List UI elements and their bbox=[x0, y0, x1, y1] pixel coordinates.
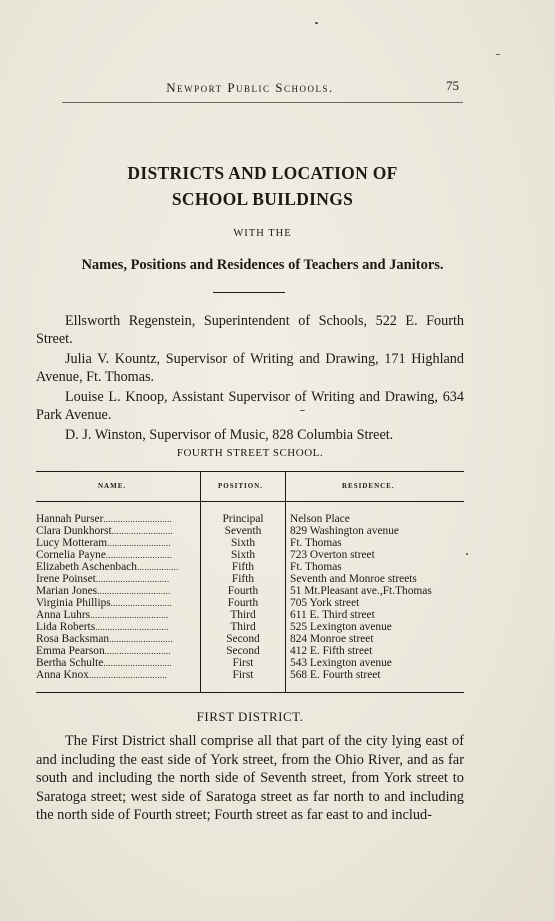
leader-dots: ........................... bbox=[104, 646, 171, 656]
section-rule bbox=[213, 292, 285, 293]
print-speck bbox=[300, 410, 305, 411]
print-speck bbox=[466, 553, 468, 555]
teacher-name-cell bbox=[36, 573, 196, 585]
teacher-name-cell bbox=[36, 537, 196, 549]
table-row bbox=[36, 645, 464, 657]
leader-dots: .......................... bbox=[107, 538, 171, 548]
leader-dots: ................................ bbox=[88, 670, 168, 680]
print-speck bbox=[496, 54, 500, 55]
teacher-residence: 829 Washington avenue bbox=[290, 525, 399, 537]
table-row bbox=[36, 669, 464, 681]
leader-dots: ............................ bbox=[103, 658, 172, 668]
teacher-name-cell bbox=[36, 657, 196, 669]
teacher-residence: Nelson Place bbox=[290, 513, 350, 525]
table-row bbox=[36, 537, 464, 549]
district-description: The First District shall comprise all that part of the city lying east of and including the east side of York street, from the Ohio River, and as far south and including the north side of Seventh street, from York street to Saratoga street; west side of Saratoga street as far north to and including the north side of Fourth street; Fourth street as far east to and includ- bbox=[36, 733, 464, 823]
teacher-name: Virginia Phillips bbox=[36, 597, 111, 609]
teacher-name: Bertha Schulte bbox=[36, 657, 104, 669]
leader-dots: .............................. bbox=[95, 622, 169, 632]
leader-dots: .............................. bbox=[97, 586, 171, 596]
table-row bbox=[36, 585, 464, 597]
leader-dots: ................. bbox=[136, 562, 179, 572]
teacher-residence: 543 Lexington avenue bbox=[290, 657, 392, 669]
teacher-name: Lida Roberts bbox=[36, 621, 96, 633]
teacher-name: Elizabeth Aschenbach bbox=[36, 561, 137, 573]
table-row bbox=[36, 573, 464, 585]
title-line-2: SCHOOL BUILDINGS bbox=[171, 189, 354, 209]
teacher-position: Fourth bbox=[227, 597, 259, 609]
with-the-label: WITH THE bbox=[233, 228, 292, 239]
teacher-name-cell bbox=[36, 549, 196, 561]
teacher-name-cell bbox=[36, 609, 196, 621]
table-header-rule bbox=[36, 501, 464, 502]
supervisor-entry: Ellsworth Regenstein, Superintendent of Schools, 522 E. Fourth Street. bbox=[36, 313, 464, 347]
table-row bbox=[36, 525, 464, 537]
teacher-position: Fifth bbox=[231, 561, 255, 573]
teacher-name-cell bbox=[36, 645, 196, 657]
teacher-name-cell bbox=[36, 513, 196, 525]
teacher-residence: 525 Lexington avenue bbox=[290, 621, 392, 633]
teacher-position: First bbox=[232, 669, 254, 681]
page-title bbox=[62, 160, 463, 212]
teacher-position: Fifth bbox=[231, 573, 255, 585]
column-header-position: POSITION. bbox=[218, 482, 263, 490]
teacher-residence: 51 Mt.Pleasant ave.,Ft.Thomas bbox=[290, 585, 432, 597]
teacher-name-cell bbox=[36, 633, 196, 645]
teacher-position: First bbox=[232, 657, 254, 669]
teacher-position: Fourth bbox=[227, 585, 259, 597]
school-heading: FOURTH STREET SCHOOL. bbox=[176, 447, 324, 459]
teacher-name: Anna Luhrs bbox=[36, 609, 91, 621]
teacher-name-cell bbox=[36, 561, 196, 573]
title-line-1: DISTRICTS AND LOCATION OF bbox=[127, 163, 398, 183]
header-rule bbox=[62, 102, 463, 103]
teacher-position: Seventh bbox=[224, 525, 262, 537]
column-header-residence: RESIDENCE. bbox=[342, 482, 395, 490]
teacher-name: Irene Poinset bbox=[36, 573, 96, 585]
teacher-name-cell bbox=[36, 525, 196, 537]
teacher-name: Hannah Purser bbox=[36, 513, 104, 525]
table-row bbox=[36, 633, 464, 645]
print-speck bbox=[315, 22, 318, 24]
leader-dots: .............................. bbox=[95, 574, 170, 584]
teacher-residence: Ft. Thomas bbox=[290, 537, 342, 549]
teacher-name-cell bbox=[36, 669, 196, 681]
leader-dots: ......................... bbox=[110, 598, 172, 608]
table-row bbox=[36, 597, 464, 609]
table-row bbox=[36, 621, 464, 633]
teacher-residence: Ft. Thomas bbox=[290, 561, 342, 573]
supervisor-entry: Louise L. Knoop, Assistant Supervisor of Writing and Drawing, 634 Park Avenue. bbox=[36, 389, 464, 423]
teacher-residence: 611 E. Third street bbox=[290, 609, 375, 621]
teacher-name-cell bbox=[36, 621, 196, 633]
teacher-name: Clara Dunkhorst bbox=[36, 525, 112, 537]
teacher-name-cell bbox=[36, 597, 196, 609]
leader-dots: .......................... bbox=[109, 634, 173, 644]
table-body bbox=[36, 513, 464, 681]
leader-dots: ............................ bbox=[103, 514, 172, 524]
supervisor-entry: D. J. Winston, Supervisor of Music, 828 Columbia Street. bbox=[65, 427, 394, 443]
teacher-name: Emma Pearson bbox=[36, 645, 105, 657]
table-row bbox=[36, 513, 464, 525]
table-row bbox=[36, 609, 464, 621]
teacher-residence: 705 York street bbox=[290, 597, 360, 609]
teacher-name: Cornelia Payne bbox=[36, 549, 106, 561]
teacher-name: Anna Knox bbox=[36, 669, 89, 681]
teacher-residence: 723 Overton street bbox=[290, 549, 375, 561]
teacher-position: Second bbox=[226, 633, 260, 645]
leader-dots: ................................ bbox=[90, 610, 169, 620]
teacher-position: Second bbox=[226, 645, 260, 657]
table-row bbox=[36, 549, 464, 561]
teacher-name: Rosa Backsman bbox=[36, 633, 110, 645]
teacher-residence: 412 E. Fifth street bbox=[290, 645, 373, 657]
teacher-name: Lucy Motteram bbox=[36, 537, 108, 549]
running-head-text: Newport Public Schools. bbox=[166, 80, 334, 95]
teacher-name: Marian Jones bbox=[36, 585, 98, 597]
table-row bbox=[36, 657, 464, 669]
leader-dots: ........................... bbox=[105, 550, 173, 560]
teacher-residence: 568 E. Fourth street bbox=[290, 669, 381, 681]
table-row bbox=[36, 561, 464, 573]
supervisors-list bbox=[36, 312, 464, 446]
supervisor-entry: Julia V. Kountz, Supervisor of Writing and Drawing, 171 Highland Avenue, Ft. Thomas. bbox=[36, 351, 464, 385]
district-heading: FIRST DISTRICT. bbox=[196, 709, 304, 724]
teacher-residence: Seventh and Monroe streets bbox=[290, 573, 417, 585]
teacher-position: Principal bbox=[222, 513, 264, 525]
page-number: 75 bbox=[446, 78, 459, 93]
teacher-position: Third bbox=[230, 621, 256, 633]
teacher-position: Sixth bbox=[230, 549, 256, 561]
teachers-table bbox=[36, 471, 464, 693]
teacher-position: Sixth bbox=[230, 537, 256, 549]
teacher-residence: 824 Monroe street bbox=[290, 633, 374, 645]
running-head bbox=[150, 80, 350, 96]
column-header-name: NAME. bbox=[98, 482, 127, 490]
page-subtitle: Names, Positions and Residences of Teachers and Janitors. bbox=[81, 257, 444, 273]
teacher-name-cell bbox=[36, 585, 196, 597]
teacher-position: Third bbox=[230, 609, 256, 621]
leader-dots: ......................... bbox=[111, 526, 173, 536]
